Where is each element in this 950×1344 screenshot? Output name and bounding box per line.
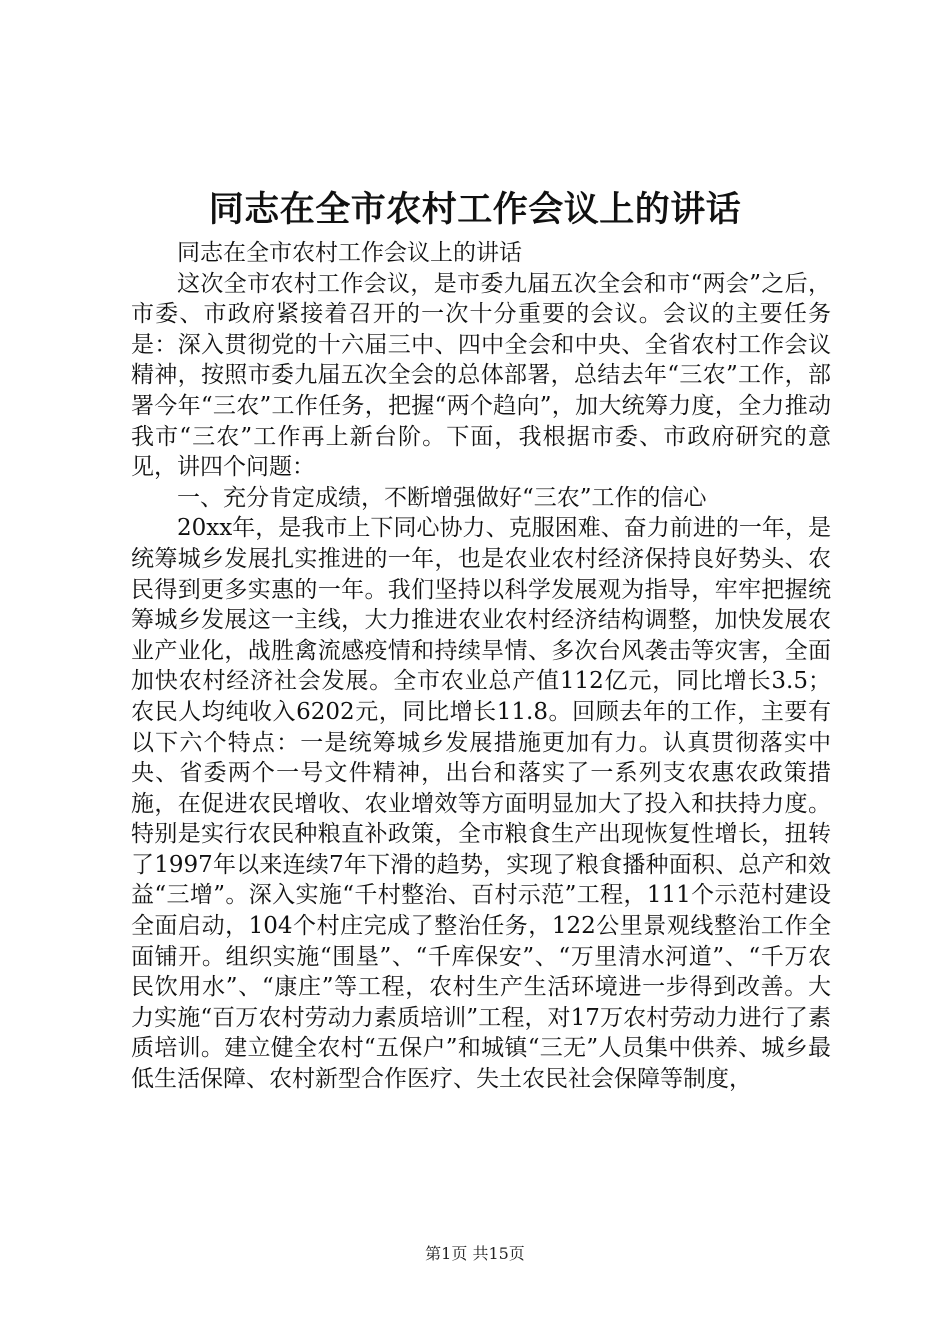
- paragraph-intro: 这次全市农村工作会议，是市委九届五次全会和市“两会”之后，市委、市政府紧接着召开的一次十分重要的会议。会议的主要任务是：深入贯彻党的十六届三中、四中全会和中央、全省农村工作会议精神，按照市委九届五次全会的总体部署，总结去年“三农”工作，部署今年“三农”工作任务，把握“两个趋向”，加大统筹力度，全力推动我市“三农”工作再上新台阶。下面，我根据市委、市政府研究的意见，讲四个问题：: [131, 270, 831, 481]
- paragraph-achievements: 20xx年，是我市上下同心协力、克服困难、奋力前进的一年，是统筹城乡发展扎实推进的一年，也是农业农村经济保持良好势头、农民得到更多实惠的一年。我们坚持以科学发展观为指导，牢牢把握统筹城乡发展这一主线，大力推进农业农村经济结构调整，加快发展农业产业化，战胜禽流感疫情和持续旱情、多次台风袭击等灾害，全面加快农村经济社会发展。全市农业总产值112亿元，同比增长3.5；农民人均纯收入6202元，同比增长11.8。回顾去年的工作，主要有以下六个特点：一是统筹城乡发展措施更加有力。认真贯彻落实中央、省委两个一号文件精神，出台和落实了一系列支农惠农政策措施，在促进农民增收、农业增效等方面明显加大了投入和扶持力度。特别是实行农民种粮直补政策，全市粮食生产出现恢复性增长，扭转了1997年以来连续7年下滑的趋势，实现了粮食播种面积、总产和效益“三增”。深入实施“千村整治、百村示范”工程，111个示范村建设全面启动，104个村庄完成了整治任务，122公里景观线整治工作全面铺开。组织实施“围垦”、“千库保安”、“万里清水河道”、“千万农民饮用水”、“康庄”等工程，农村生产生活环境进一步得到改善。大力实施“百万农村劳动力素质培训”工程，对17万农村劳动力进行了素质培训。建立健全农村“五保户”和城镇“三无”人员集中供养、城乡最低生活保障、农村新型合作医疗、失土农民社会保障等制度，: [131, 515, 831, 1093]
- page-number: 第1页 共15页: [425, 1244, 525, 1263]
- paragraph-subtitle: 同志在全市农村工作会议上的讲话: [177, 240, 522, 266]
- section-heading: 一、充分肯定成绩，不断增强做好“三农”工作的信心: [177, 484, 707, 511]
- document-title: 同志在全市农村工作会议上的讲话: [208, 189, 742, 230]
- document-body: [131, 238, 831, 1095]
